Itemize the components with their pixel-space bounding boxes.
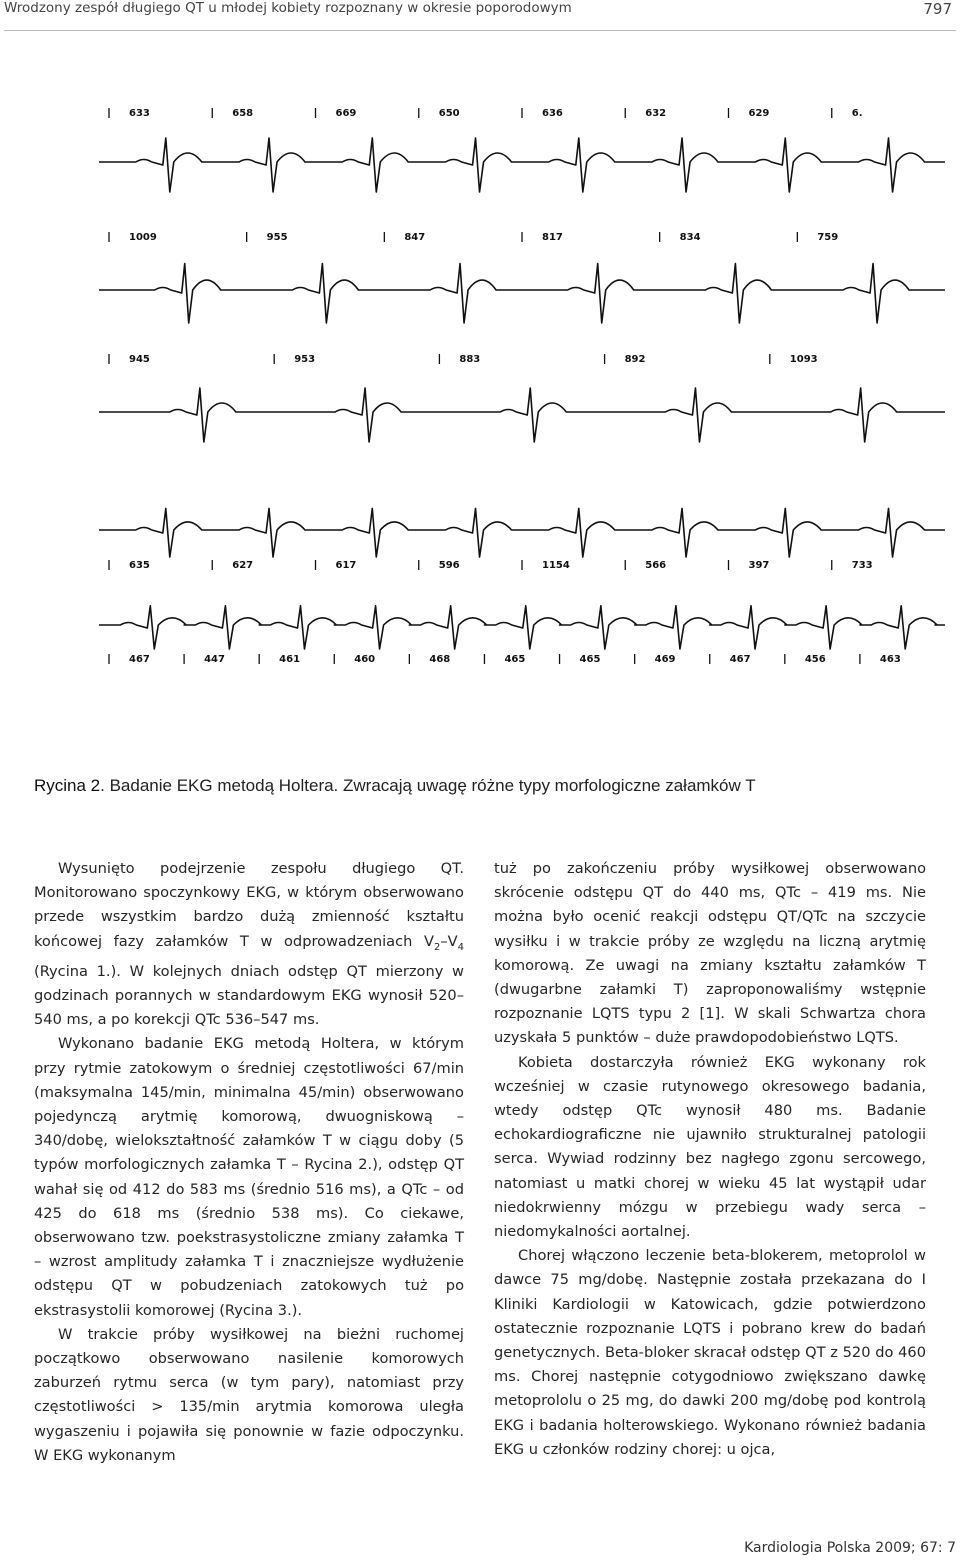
subscript: 2 (433, 941, 441, 953)
rr-interval-label: 465 (579, 654, 601, 665)
rr-interval-label: 463 (879, 654, 901, 665)
paragraph: Wykonano badanie EKG metodą Holtera, w którym przy rytmie zatokowym o średniej częstotliwości 67/min (maksymalna 145/min, minimalna 45/min) obserwowano pojedynczą arytmię komorową, dwuogniskową – 340/dobę, wielokształtność załamków T w ciągu doby (5 typów morfologicznych załamka T – Rycina 2.), odstęp QT wahał się od 412 do 583 ms (średnio 516 ms), a QTc – od 425 do 618 ms (średnio 538 ms). Co ciekawe, obserwowano tzw. poekstrasystoliczne zmiany załamka T – wzrost amplitudy załamka T i znaczniejsze wydłużenie odstępu QT w pobudzeniach zatokowych tuż po ekstrasystolii komorowej (Rycina 3.). (34, 1035, 464, 1319)
rr-interval-label: 468 (429, 654, 451, 665)
rr-interval-label: 467 (129, 654, 150, 665)
rr-interval-label: 955 (266, 232, 288, 243)
paragraph: tuż po zakończeniu próby wysiłkowej obserwowano skrócenie odstępu QT do 440 ms, QTc – 419 ms. Nie można było ocenić reakcji odstępu QT/QTc na szczycie wysiłku i w trakcie próby ze względu na liczną arytmię komorową. Ze uwagi na zmiany kształtu załamków T (dwugarbne załamki T) zaproponowaliśmy wstępnie rozpoznanie LQTS typu 2 [1]. W skali Schwartza chora uzyskała 5 punktów – duże prawdopodobieństwo LQTS. (494, 860, 926, 1047)
rr-interval-label: 945 (129, 354, 150, 365)
ecg-trace (99, 138, 945, 192)
page-number: 797 (923, 0, 952, 18)
ecg-trace (99, 264, 945, 323)
rr-interval-label: 461 (279, 654, 301, 665)
text-column-right (494, 857, 926, 1462)
paragraph: W trakcie próby wysiłkowej na bieżni ruchomej początkowo obserwowano nasilenie komorowych zaburzeń rytmu serca (w tym pary), natomiast przy częstotliwości > 135/min arytmia komorowa uległa wygaszeniu i pojawiła się ponownie w fazie odpoczynku. W EKG wykonanym (34, 1325, 464, 1464)
rr-interval-label: 6. (851, 108, 863, 119)
text-run: Wysunięto podejrzenie zespołu długiego QT. Monitorowano spoczynkowy EKG, w którym obserwowano przede wszystkim bardzo dużą zmienność kształtu końcowej fazy załamków T w odprowadzeniach V (34, 860, 464, 950)
ecg-trace (99, 606, 945, 649)
rr-interval-label: 817 (542, 232, 563, 243)
rr-interval-label: 759 (817, 232, 839, 243)
rr-interval-label: 953 (294, 354, 316, 365)
rr-interval-label: 460 (354, 654, 376, 665)
rr-interval-label: 1009 (129, 232, 157, 243)
rr-interval-label: 834 (679, 232, 701, 243)
rr-interval-label: 847 (404, 232, 426, 243)
ecg-trace (99, 388, 945, 442)
running-header (4, 0, 956, 31)
rr-interval-label: 465 (504, 654, 526, 665)
rr-interval-label: 456 (804, 654, 826, 665)
rr-interval-label: 633 (129, 108, 150, 119)
rr-interval-label: 669 (335, 108, 357, 119)
paragraph (34, 857, 464, 1032)
text-column-left (34, 857, 464, 1468)
running-title: Wrodzony zespół długiego QT u młodej kobiety rozpoznany w okresie poporodowym (4, 0, 572, 16)
rr-interval-label: 658 (232, 108, 254, 119)
rr-interval-label: 632 (645, 108, 667, 119)
ecg-strips (99, 100, 945, 748)
rr-interval-label: 1093 (789, 354, 818, 365)
caption-label: Rycina 2. (34, 776, 105, 795)
journal-footer: Kardiologia Polska 2009; 67: 7 (744, 1540, 956, 1556)
text-run: (Rycina 1.). W kolejnych dniach odstęp QT mierzony w godzinach porannych w standardowym EKG wynosił 520–540 ms, a po korekcji QTc 536–547 ms. (34, 962, 464, 1029)
rr-interval-label: 447 (204, 654, 225, 665)
rr-interval-label: 733 (851, 560, 873, 571)
rr-interval-label: 636 (542, 108, 563, 119)
rr-interval-label: 469 (654, 654, 676, 665)
rr-interval-label: 617 (335, 560, 357, 571)
rr-interval-label: 596 (438, 560, 460, 571)
rr-interval-label: 397 (748, 560, 770, 571)
rr-interval-label: 635 (129, 560, 150, 571)
figure-caption (34, 776, 756, 796)
rr-interval-label: 627 (232, 560, 254, 571)
holter-ecg-figure (99, 100, 945, 748)
rr-interval-label: 892 (624, 354, 646, 365)
subscript: 4 (457, 941, 464, 953)
paragraph: Chorej włączono leczenie beta-blokerem, metoprolol w dawce 75 mg/dobę. Następnie została przekazana do I Kliniki Kardiologii w Katowicach, gdzie potwierdzono ostatecznie rozpoznanie LQTS i pobrano krew do badań genetycznych. Beta-bloker skracał odstęp QT z 520 do 460 ms. Chorej następnie cotygodniowo zwiększano dawkę metoprololu o 25 mg, do dawki 200 mg/dobę pod kontrolą EKG i badania holterowskiego. Wykonano również badania EKG u członków rodziny chorej: u ojca, (494, 1247, 926, 1458)
text-run: –V (440, 932, 458, 950)
paragraph: Kobieta dostarczyła również EKG wykonany rok wcześniej w czasie rutynowego okresowego badania, wtedy odstęp QTc wynosił 480 ms. Badanie echokardiograficzne nie ujawniło strukturalnej patologii serca. Wywiad rodzinny bez nagłego zgonu sercowego, natomiast u matki chorej w wieku 45 lat wystąpił udar niedokrwienny mózgu w przebiegu wady serca – niedomykalności aortalnej. (494, 1053, 926, 1241)
rr-interval-label: 883 (459, 354, 481, 365)
rr-interval-label: 1154 (542, 560, 570, 571)
rr-interval-label: 467 (729, 654, 751, 665)
rr-interval-label: 566 (645, 560, 667, 571)
ecg-trace (99, 508, 945, 557)
rr-interval-label: 650 (438, 108, 460, 119)
caption-text: Badanie EKG metodą Holtera. Zwracają uwagę różne typy morfologiczne załamków T (104, 776, 756, 795)
rr-interval-label: 629 (748, 108, 770, 119)
